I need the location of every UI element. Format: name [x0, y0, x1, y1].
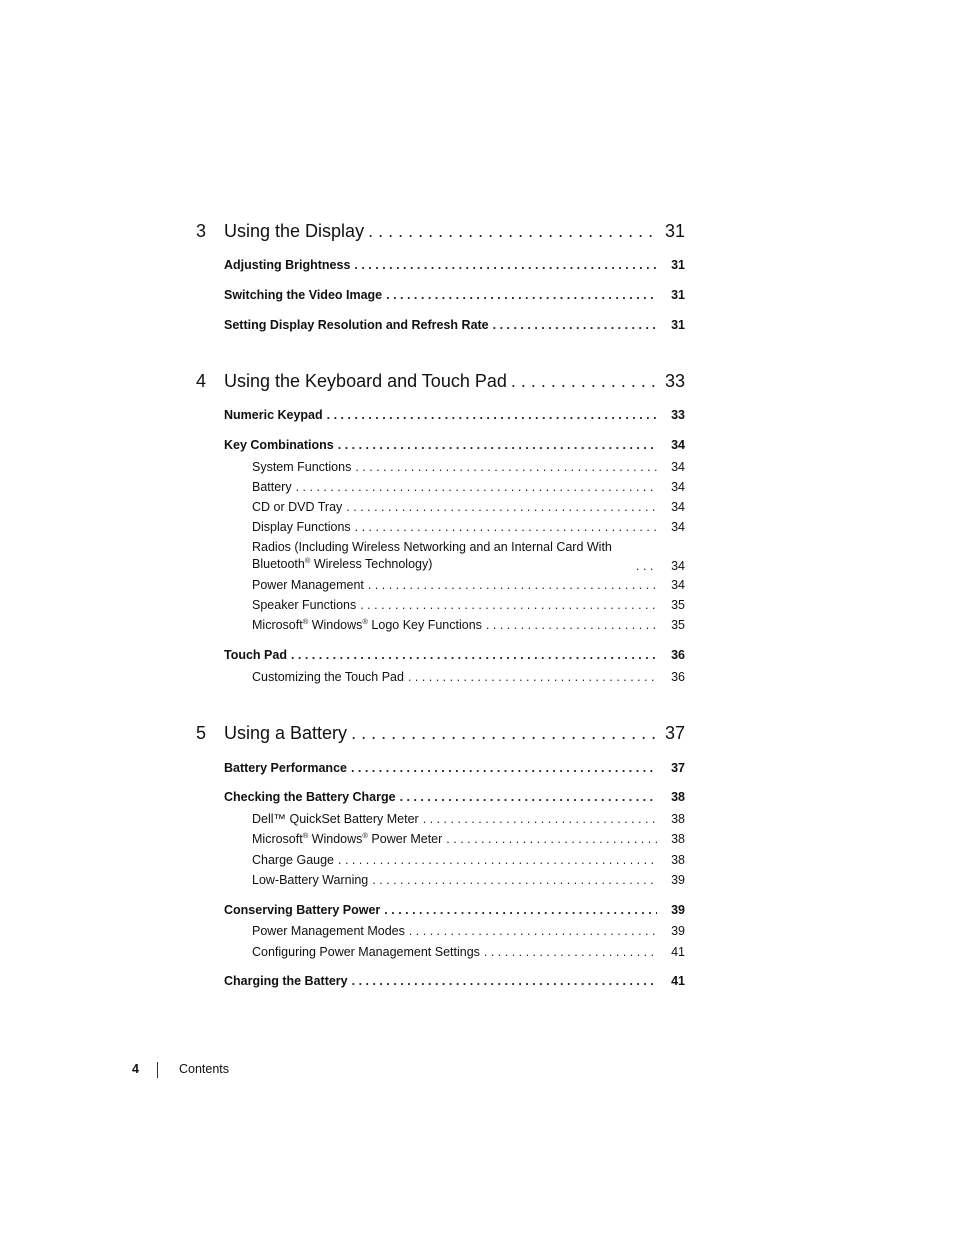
dot-leader [360, 598, 657, 612]
entry-title: Configuring Power Management Settings [252, 945, 484, 959]
dot-leader [368, 221, 657, 242]
toc-subsection-entry[interactable] [252, 537, 685, 573]
entry-page-number: 35 [657, 618, 685, 632]
toc-section-entry[interactable] [224, 284, 685, 302]
entry-page-number: 39 [657, 903, 685, 917]
dot-leader [408, 670, 657, 684]
toc-chapter-entry[interactable] [196, 368, 685, 392]
toc-subsection-entry[interactable] [252, 456, 685, 474]
toc-section-entry[interactable] [224, 644, 685, 662]
entry-title: Adjusting Brightness [224, 258, 354, 272]
toc-section-entry[interactable] [224, 970, 685, 988]
entry-page-number: 31 [657, 288, 685, 302]
entry-title: Using the Display [224, 221, 368, 242]
toc-section-entry[interactable] [224, 314, 685, 332]
dot-leader [291, 648, 657, 662]
dot-leader [511, 371, 657, 392]
entry-page-number: 34 [657, 460, 685, 474]
dot-leader [346, 500, 657, 514]
dot-leader [351, 761, 657, 775]
entry-title: Charging the Battery [224, 974, 352, 988]
entry-page-number: 41 [657, 974, 685, 988]
entry-page-number: 33 [657, 371, 685, 392]
toc-subsection-entry[interactable] [252, 496, 685, 514]
toc-subsection-entry[interactable] [252, 574, 685, 592]
entry-title: Dell™ QuickSet Battery Meter [252, 812, 423, 826]
entry-title: Numeric Keypad [224, 408, 327, 422]
dot-leader [296, 480, 657, 494]
entry-title: Power Management Modes [252, 924, 409, 938]
entry-title: Power Management [252, 578, 368, 592]
dot-leader [338, 438, 657, 452]
toc-section-entry[interactable] [224, 404, 685, 422]
entry-title: Microsoft® Windows® Logo Key Functions [252, 618, 486, 632]
entry-title: Battery Performance [224, 761, 351, 775]
toc-subsection-entry[interactable] [252, 920, 685, 938]
toc-section-entry[interactable] [224, 254, 685, 272]
chapter-number: 4 [196, 371, 207, 391]
entry-title: Battery [252, 480, 296, 494]
entry-page-number: 37 [657, 723, 685, 744]
toc-chapter-entry[interactable] [196, 720, 685, 744]
dot-leader [351, 723, 657, 744]
toc-section-entry[interactable] [224, 434, 685, 452]
entry-title: Charge Gauge [252, 853, 338, 867]
toc-subsection-entry[interactable] [252, 666, 685, 684]
entry-page-number: 36 [657, 648, 685, 662]
dot-leader [327, 408, 657, 422]
entry-page-number: 31 [657, 318, 685, 332]
entry-title: System Functions [252, 460, 355, 474]
entry-page-number: 34 [657, 500, 685, 514]
entry-page-number: 34 [657, 559, 685, 573]
entry-title: Using a Battery [224, 723, 351, 744]
entry-page-number: 38 [657, 812, 685, 826]
chapter-number: 5 [196, 723, 207, 743]
dot-leader [354, 258, 657, 272]
dot-leader [338, 853, 657, 867]
entry-page-number: 34 [657, 578, 685, 592]
toc-section-entry[interactable] [224, 786, 685, 804]
entry-title: CD or DVD Tray [252, 500, 346, 514]
dot-leader [423, 812, 657, 826]
dot-leader [372, 873, 657, 887]
toc-subsection-entry[interactable] [252, 849, 685, 867]
footer-label: Contents [179, 1062, 230, 1076]
entry-title: Setting Display Resolution and Refresh Rate [224, 318, 493, 332]
dot-leader [352, 974, 657, 988]
entry-page-number: 34 [657, 480, 685, 494]
entry-page-number: 34 [657, 438, 685, 452]
entry-title: Switching the Video Image [224, 288, 386, 302]
toc-section-entry[interactable] [224, 899, 685, 917]
entry-page-number: 41 [657, 945, 685, 959]
dot-leader [368, 578, 657, 592]
entry-title: Customizing the Touch Pad [252, 670, 408, 684]
entry-title: Checking the Battery Charge [224, 790, 400, 804]
toc-subsection-entry[interactable] [252, 476, 685, 494]
dot-leader [636, 559, 657, 573]
entry-title: Low-Battery Warning [252, 873, 372, 887]
entry-page-number: 35 [657, 598, 685, 612]
dot-leader [386, 288, 657, 302]
entry-page-number: 33 [657, 408, 685, 422]
dot-leader [409, 924, 657, 938]
toc-subsection-entry[interactable] [252, 594, 685, 612]
entry-page-number: 36 [657, 670, 685, 684]
entry-page-number: 39 [657, 873, 685, 887]
entry-title: Conserving Battery Power [224, 903, 384, 917]
dot-leader [446, 832, 657, 846]
entry-page-number: 38 [657, 832, 685, 846]
toc-section-entry[interactable] [224, 757, 685, 775]
entry-page-number: 37 [657, 761, 685, 775]
entry-page-number: 31 [657, 258, 685, 272]
entry-page-number: 38 [657, 853, 685, 867]
entry-title: Radios (Including Wireless Networking and an Internal Card With Bluetooth® Wireless Technology) [252, 539, 636, 573]
footer-separator [157, 1062, 158, 1078]
entry-title: Touch Pad [224, 648, 291, 662]
toc-chapter-entry[interactable] [196, 218, 685, 242]
toc-subsection-entry[interactable] [252, 614, 685, 632]
entry-page-number: 34 [657, 520, 685, 534]
toc-subsection-entry[interactable] [252, 869, 685, 887]
footer-page-number: 4 [132, 1062, 139, 1076]
entry-title: Display Functions [252, 520, 355, 534]
entry-title: Using the Keyboard and Touch Pad [224, 371, 511, 392]
entry-title: Microsoft® Windows® Power Meter [252, 832, 446, 846]
dot-leader [486, 618, 657, 632]
entry-title: Speaker Functions [252, 598, 360, 612]
dot-leader [355, 520, 657, 534]
entry-page-number: 38 [657, 790, 685, 804]
entry-title: Key Combinations [224, 438, 338, 452]
toc-subsection-entry[interactable] [252, 808, 685, 826]
dot-leader [484, 945, 657, 959]
page-footer [0, 1060, 954, 1080]
toc-subsection-entry[interactable] [252, 516, 685, 534]
toc-subsection-entry[interactable] [252, 941, 685, 959]
dot-leader [400, 790, 657, 804]
dot-leader [493, 318, 657, 332]
entry-page-number: 39 [657, 924, 685, 938]
dot-leader [384, 903, 657, 917]
toc-subsection-entry[interactable] [252, 828, 685, 846]
entry-page-number: 31 [657, 221, 685, 242]
chapter-number: 3 [196, 221, 207, 241]
dot-leader [355, 460, 657, 474]
